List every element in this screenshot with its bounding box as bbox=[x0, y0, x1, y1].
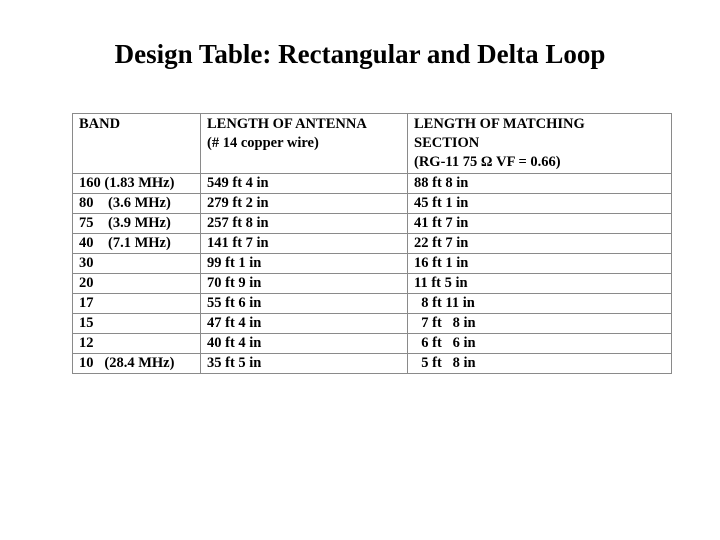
cell-antenna-length: 549 ft 4 in bbox=[201, 174, 408, 194]
cell-matching-length: 5 ft 8 in bbox=[408, 354, 672, 374]
cell-antenna-length: 47 ft 4 in bbox=[201, 314, 408, 334]
table-row bbox=[73, 314, 672, 334]
header-band-label: BAND bbox=[79, 116, 121, 132]
cell-band: 20 bbox=[73, 274, 201, 294]
header-matching-line-1: LENGTH OF MATCHING bbox=[414, 116, 585, 132]
table-header-row bbox=[73, 114, 672, 174]
cell-band: 15 bbox=[73, 314, 201, 334]
table-row bbox=[73, 334, 672, 354]
header-antenna-line-1: LENGTH OF ANTENNA bbox=[207, 116, 367, 132]
cell-band: 40 (7.1 MHz) bbox=[73, 234, 201, 254]
cell-band: 160 (1.83 MHz) bbox=[73, 174, 201, 194]
table-row bbox=[73, 214, 672, 234]
header-matching-line-3: (RG-11 75 Ω VF = 0.66) bbox=[414, 154, 561, 170]
cell-band: 80 (3.6 MHz) bbox=[73, 194, 201, 214]
table-row bbox=[73, 254, 672, 274]
header-matching-line-2: SECTION bbox=[414, 135, 480, 151]
table-row bbox=[73, 274, 672, 294]
design-table bbox=[72, 113, 672, 374]
header-band bbox=[73, 114, 201, 174]
header-antenna-length bbox=[201, 114, 408, 174]
cell-matching-length: 88 ft 8 in bbox=[408, 174, 672, 194]
cell-band: 30 bbox=[73, 254, 201, 274]
cell-matching-length: 8 ft 11 in bbox=[408, 294, 672, 314]
cell-matching-length: 41 ft 7 in bbox=[408, 214, 672, 234]
cell-antenna-length: 141 ft 7 in bbox=[201, 234, 408, 254]
cell-matching-length: 11 ft 5 in bbox=[408, 274, 672, 294]
cell-band: 17 bbox=[73, 294, 201, 314]
cell-matching-length: 16 ft 1 in bbox=[408, 254, 672, 274]
cell-antenna-length: 257 ft 8 in bbox=[201, 214, 408, 234]
table-row bbox=[73, 354, 672, 374]
cell-band: 12 bbox=[73, 334, 201, 354]
table-body bbox=[73, 174, 672, 374]
cell-antenna-length: 99 ft 1 in bbox=[201, 254, 408, 274]
cell-band: 10 (28.4 MHz) bbox=[73, 354, 201, 374]
cell-band: 75 (3.9 MHz) bbox=[73, 214, 201, 234]
header-antenna-line-2: (# 14 copper wire) bbox=[207, 135, 319, 151]
cell-matching-length: 6 ft 6 in bbox=[408, 334, 672, 354]
cell-antenna-length: 35 ft 5 in bbox=[201, 354, 408, 374]
table-row bbox=[73, 294, 672, 314]
cell-antenna-length: 40 ft 4 in bbox=[201, 334, 408, 354]
cell-matching-length: 45 ft 1 in bbox=[408, 194, 672, 214]
cell-antenna-length: 70 ft 9 in bbox=[201, 274, 408, 294]
cell-matching-length: 7 ft 8 in bbox=[408, 314, 672, 334]
table-row bbox=[73, 174, 672, 194]
table-row bbox=[73, 194, 672, 214]
cell-antenna-length: 279 ft 2 in bbox=[201, 194, 408, 214]
cell-matching-length: 22 ft 7 in bbox=[408, 234, 672, 254]
cell-antenna-length: 55 ft 6 in bbox=[201, 294, 408, 314]
page-title: Design Table: Rectangular and Delta Loop bbox=[114, 39, 606, 69]
table-row bbox=[73, 234, 672, 254]
header-matching-length bbox=[408, 114, 672, 174]
